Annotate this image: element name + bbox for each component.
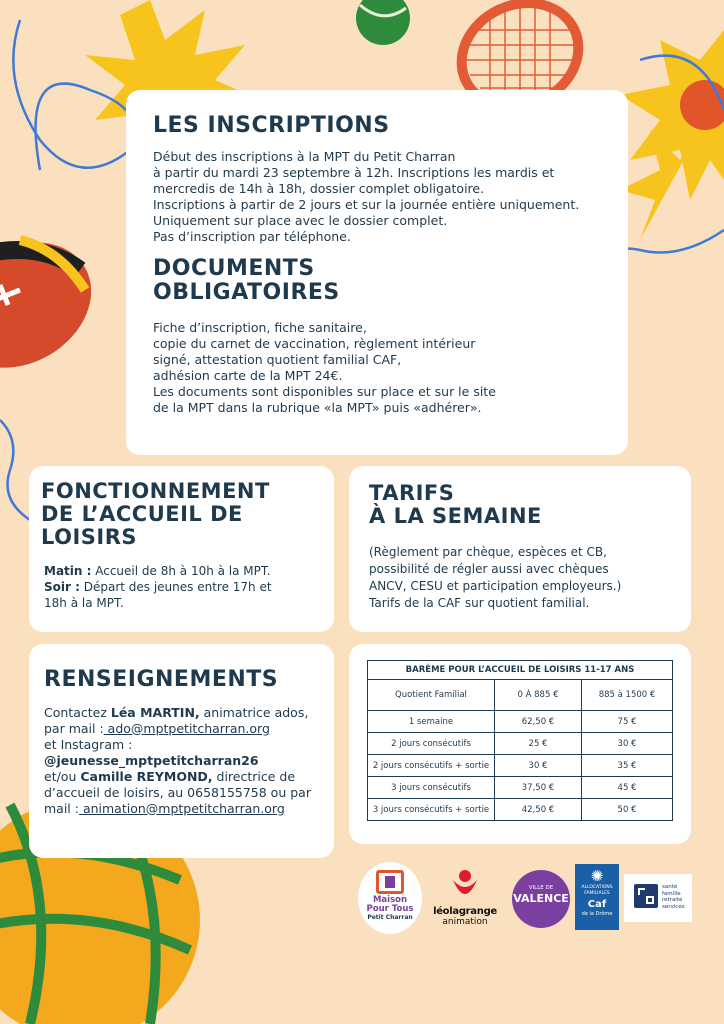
fonctionnement-card [29, 466, 334, 632]
inscriptions-line: Pas d’inscription par téléphone. [153, 228, 351, 244]
table-cell: 30 € [582, 733, 673, 755]
documents-title [153, 257, 628, 306]
contact-camille-line [44, 769, 334, 785]
contact-name: Camille REYMOND, [80, 768, 213, 784]
table-cell: 3 jours consécutifs + sortie [368, 799, 495, 821]
documents-line: Fiche d’inscription, fiche sanitaire, [153, 319, 367, 335]
soir-text: Départ des jeunes entre 17h et [79, 580, 272, 595]
table-cell: 1 semaine [368, 711, 495, 733]
text: par mail : [44, 720, 104, 736]
matin-line [41, 563, 334, 579]
text: animatrice ados, [199, 704, 309, 720]
documents-text [153, 320, 628, 416]
valence-small: VILLE DE [528, 885, 554, 891]
bareme-title: BARÈME POUR L’ACCUEIL DE LOISIRS 11-17 ANS [368, 661, 673, 680]
contact-name: Léa MARTIN, [110, 704, 200, 720]
mpt-name-3: Petit Charran [367, 914, 413, 921]
inscriptions-line: Uniquement sur place avec le dossier complet. [153, 212, 448, 228]
valence-name: VALENCE [513, 892, 569, 905]
ado-email-link[interactable]: ado@mptpetitcharran.org [103, 720, 270, 736]
caf-line1: ALLOCATIONS [581, 885, 613, 890]
leo-lagrange-logo [430, 868, 500, 932]
documents-line: signé, attestation quotient familial CAF, [153, 351, 402, 367]
bareme-table [367, 660, 673, 821]
header-cell: 885 à 1500 € [582, 680, 673, 711]
caf-logo [575, 864, 619, 930]
table-cell: 37,50 € [495, 777, 582, 799]
soir-line [41, 579, 334, 595]
tarifs-line: Tarifs de la CAF sur quotient familial. [369, 596, 590, 611]
text: Contactez [44, 704, 111, 720]
table-cell: 3 jours consécutifs [368, 777, 495, 799]
table-row [368, 711, 673, 733]
sun-right-icon [620, 30, 724, 240]
msa-line3: retraite [662, 897, 683, 903]
inscriptions-line: Début des inscriptions à la MPT du Petit Charran [153, 148, 456, 164]
documents-line: copie du carnet de vaccination, règlement intérieur [153, 335, 476, 351]
soir-label: Soir : [44, 580, 80, 595]
table-cell: 75 € [582, 711, 673, 733]
documents-title-line1: DOCUMENTS [153, 255, 315, 281]
msa-icon [634, 884, 658, 908]
instagram-handle[interactable]: @jeunesse_mptpetitcharran26 [44, 752, 259, 768]
mpt-name-1: Maison [372, 895, 408, 905]
house-icon [376, 870, 404, 894]
tennis-ball-icon [356, 0, 410, 45]
tarifs-title [369, 482, 691, 528]
tarifs-line: possibilité de régler aussi avec chèques [369, 562, 609, 577]
phone-line: d’accueil de loisirs, au 0658155758 ou par [44, 784, 311, 800]
soir-line-2: 18h à la MPT. [44, 596, 124, 611]
renseignements-title: RENSEIGNEMENTS [44, 667, 279, 692]
table-row [368, 799, 673, 821]
bareme-card [349, 644, 691, 844]
tarifs-line: (Règlement par chèque, espèces et CB, [369, 545, 607, 560]
table-cell: 30 € [495, 755, 582, 777]
table-cell: 42,50 € [495, 799, 582, 821]
inscriptions-line: mercredis de 14h à 18h, dossier complet obligatoire. [153, 180, 485, 196]
msa-line2: famille [662, 890, 681, 897]
documents-line: de la MPT dans la rubrique «la MPT» puis «adhérer». [153, 399, 482, 415]
tarifs-line: ANCV, CESU et participation employeurs.) [369, 579, 622, 594]
tarifs-title-line2: À LA SEMAINE [369, 504, 542, 529]
documents-line: Les documents sont disponibles sur place et sur le site [153, 383, 496, 399]
animation-email-link[interactable]: animation@mptpetitcharran.org [78, 800, 285, 816]
msa-logo [624, 874, 692, 922]
renseignements-text [44, 705, 334, 817]
table-header-row [368, 680, 673, 711]
fonctionnement-title-line2: DE L’ACCUEIL DE [41, 502, 243, 527]
matin-text: Accueil de 8h à 10h à la MPT. [91, 564, 271, 579]
mail-line [44, 721, 334, 737]
inscriptions-title: LES INSCRIPTIONS [153, 113, 390, 138]
table-cell: 62,50 € [495, 711, 582, 733]
header-cell: Quotient Familial [368, 680, 495, 711]
text: et/ou [44, 768, 81, 784]
table-cell: 25 € [495, 733, 582, 755]
mpt-logo [358, 862, 422, 934]
inscriptions-line: Inscriptions à partir de 2 jours et sur la journée entière uniquement. [153, 196, 580, 212]
caf-people-icon: ✺ [590, 867, 604, 885]
rugby-ball-icon [0, 217, 114, 392]
fonctionnement-title-line3: LOISIRS [41, 525, 138, 550]
table-row [368, 733, 673, 755]
table-cell: 45 € [582, 777, 673, 799]
leo-sub: animation [442, 917, 488, 927]
tarifs-card [349, 466, 691, 632]
table-cell: 50 € [582, 799, 673, 821]
header-cell: 0 À 885 € [495, 680, 582, 711]
mail-line-2 [44, 801, 334, 817]
leo-lagrange-icon [448, 868, 482, 902]
tarifs-title-line1: TARIFS [369, 481, 455, 505]
renseignements-card [29, 644, 334, 858]
mpt-name-2: Pour Tous [366, 904, 414, 914]
msa-line1: santé [662, 884, 678, 890]
fonctionnement-title-line1: FONCTIONNEMENT [41, 479, 270, 503]
msa-line4: services [662, 903, 685, 910]
table-row [368, 777, 673, 799]
caf-line2: FAMILIALES [584, 891, 610, 896]
fonctionnement-title [41, 480, 334, 549]
matin-label: Matin : [44, 564, 92, 579]
caf-name: Caf [587, 899, 607, 910]
documents-title-line2: OBLIGATOIRES [153, 280, 340, 306]
table-cell: 35 € [582, 755, 673, 777]
text: directrice de [212, 768, 296, 784]
table-cell: 2 jours consécutifs [368, 733, 495, 755]
inscriptions-text [153, 149, 628, 245]
table-row [368, 755, 673, 777]
inscriptions-card [126, 90, 628, 455]
inscriptions-line: à partir du mardi 23 septembre à 12h. Inscriptions les mardis et [153, 164, 555, 180]
leo-name: léolagrange [433, 906, 497, 917]
caf-region: de la Drôme [581, 911, 613, 917]
text: mail : [44, 800, 79, 816]
documents-line: adhésion carte de la MPT 24€. [153, 367, 343, 383]
instagram-label: et Instagram : [44, 736, 133, 752]
table-cell: 2 jours consécutifs + sortie [368, 755, 495, 777]
contact-lea-line [44, 705, 334, 721]
valence-logo [512, 870, 570, 928]
